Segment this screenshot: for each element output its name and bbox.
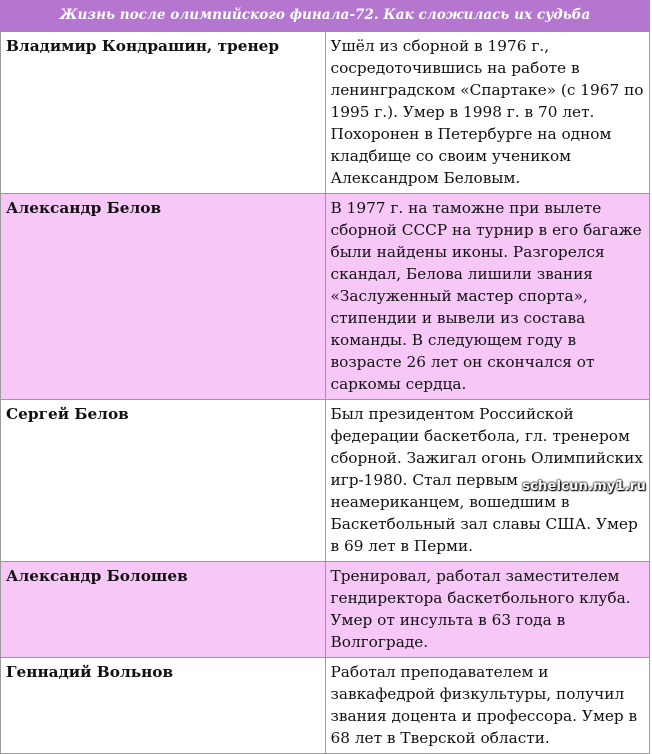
site-watermark: schelcun.my1.ru bbox=[522, 479, 646, 494]
person-fate: Ушёл из сборной в 1976 г., сосредоточившись на работе в ленинградском «Спартаке» (с 1967 по 1995 г.). Умер в 1998 г. в 70 лет. Похоронен в Петербурге на одном кладбище со своим учеником Александром Беловым. bbox=[325, 32, 650, 194]
table-row bbox=[1, 194, 650, 400]
table-row bbox=[1, 32, 650, 194]
person-name: Александр Болошев bbox=[1, 562, 326, 658]
person-fate: Был президентом Российской федерации баскетбола, гл. тренером сборной. Зажигал огонь Олимпийских игр-1980. Стал первым неамериканцем, вошедшим в Баскетбольный зал славы США. Умер в 69 лет в Перми. bbox=[325, 400, 650, 562]
person-name: Сергей Белов bbox=[1, 400, 326, 562]
person-fate: Работал преподавателем и завкафедрой физкультуры, получил звания доцента и профессора. Умер в 68 лет в Тверской области. bbox=[325, 658, 650, 754]
person-name: Владимир Кондрашин, тренер bbox=[1, 32, 326, 194]
table-title: Жизнь после олимпийского финала-72. Как сложилась их судьба bbox=[1, 1, 650, 32]
table-title-row bbox=[1, 1, 650, 32]
table-row bbox=[1, 562, 650, 658]
table-row bbox=[1, 658, 650, 754]
person-fate: В 1977 г. на таможне при вылете сборной СССР на турнир в его багаже были найдены иконы. Разгорелся скандал, Белова лишили звания «Заслуженный мастер спорта», стипендии и вывели из состава команды. В следующем году в возрасте 26 лет он скончался от саркомы сердца. bbox=[325, 194, 650, 400]
person-fate: Тренировал, работал заместителем гендиректора баскетбольного клуба. Умер от инсульта в 63 года в Волгограде. bbox=[325, 562, 650, 658]
person-name: Геннадий Вольнов bbox=[1, 658, 326, 754]
person-name: Александр Белов bbox=[1, 194, 326, 400]
